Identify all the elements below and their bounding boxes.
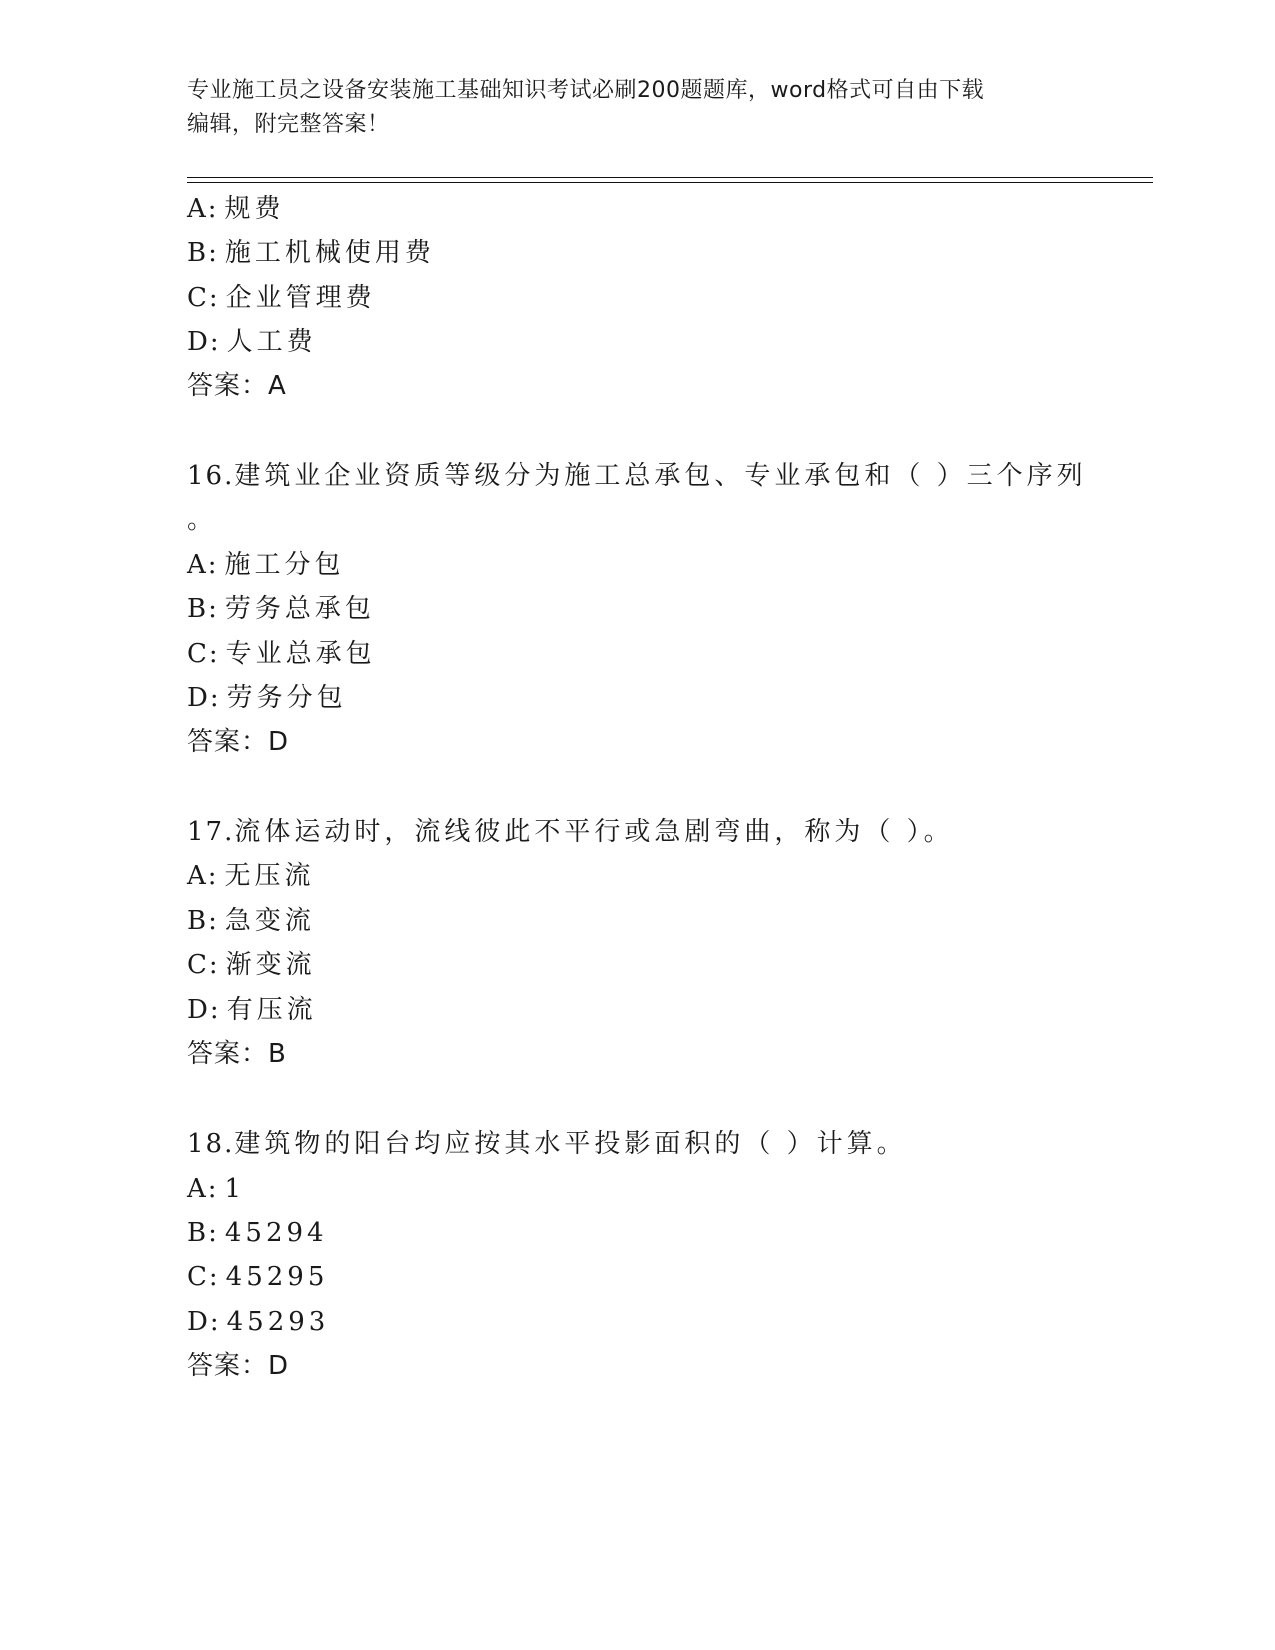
option-text: 劳务总承包	[224, 594, 375, 624]
question-text: 建筑业企业资质等级分为施工总承包、专业承包和（ ）三个序列	[234, 461, 1087, 491]
q17-answer: 答案：B	[187, 1039, 287, 1069]
option-text: 人工费	[226, 327, 317, 357]
question-number: 17.	[187, 817, 235, 847]
q16-option-a	[187, 548, 345, 582]
q15-option-a	[187, 192, 285, 226]
q18-option-c	[187, 1260, 328, 1294]
option-text: 急变流	[224, 906, 315, 936]
option-letter: C:	[187, 1262, 220, 1292]
header-divider-bottom	[187, 182, 1153, 183]
q16-question	[187, 459, 1087, 493]
option-letter: D:	[187, 1307, 221, 1337]
q16-option-d	[187, 681, 347, 715]
q16-option-b	[187, 592, 375, 626]
q17-option-a	[187, 859, 315, 893]
q17-option-d	[187, 993, 317, 1027]
question-text: 流体运动时，流线彼此不平行或急剧弯曲，称为（ ）。	[234, 817, 954, 847]
header-divider-top	[187, 177, 1153, 178]
q18-question	[187, 1127, 907, 1161]
option-letter: A:	[187, 550, 219, 580]
option-text: 企业管理费	[225, 283, 376, 313]
q18-option-d	[187, 1305, 329, 1339]
option-letter: C:	[187, 950, 220, 980]
q15-option-c	[187, 281, 376, 315]
q17-option-c	[187, 948, 316, 982]
option-text: 1	[224, 1174, 246, 1204]
question-number: 16.	[187, 461, 235, 491]
option-text: 45293	[226, 1307, 330, 1337]
option-text: 无压流	[224, 861, 315, 891]
option-text: 施工分包	[224, 550, 345, 580]
q15-option-b	[187, 236, 435, 270]
option-letter: C:	[187, 283, 220, 313]
q18-answer: 答案：D	[187, 1351, 290, 1381]
option-text: 劳务分包	[226, 683, 347, 713]
q17-question	[187, 815, 954, 849]
document-header	[187, 74, 1067, 142]
option-letter: B:	[187, 238, 219, 268]
option-text: 渐变流	[225, 950, 316, 980]
header-title-line-2: 编辑，附完整答案！	[187, 112, 390, 137]
q18-option-b	[187, 1216, 328, 1250]
question-text: 建筑物的阳台均应按其水平投影面积的（ ）计算。	[234, 1129, 907, 1159]
option-letter: D:	[187, 327, 221, 357]
q16-answer: 答案：D	[187, 727, 290, 757]
q16-question-continued: 。	[187, 505, 216, 535]
q16-option-c	[187, 637, 376, 671]
option-text: 规费	[224, 194, 285, 224]
option-text: 45295	[225, 1262, 329, 1292]
option-text: 施工机械使用费	[224, 238, 435, 268]
option-letter: A:	[187, 861, 219, 891]
option-letter: B:	[187, 906, 219, 936]
option-letter: D:	[187, 683, 221, 713]
q17-option-b	[187, 904, 315, 938]
option-letter: D:	[187, 995, 221, 1025]
option-letter: B:	[187, 594, 219, 624]
option-letter: B:	[187, 1218, 219, 1248]
q18-option-a	[187, 1172, 245, 1206]
option-letter: A:	[187, 194, 219, 224]
header-title-line-1: 专业施工员之设备安装施工基础知识考试必刷200题题库，word格式可自由下载	[187, 78, 985, 103]
question-number: 18.	[187, 1129, 235, 1159]
option-letter: C:	[187, 639, 220, 669]
option-text: 有压流	[226, 995, 317, 1025]
q15-answer: 答案：A	[187, 371, 287, 401]
option-letter: A:	[187, 1174, 219, 1204]
option-text: 专业总承包	[225, 639, 376, 669]
q15-option-d	[187, 325, 317, 359]
option-text: 45294	[224, 1218, 328, 1248]
